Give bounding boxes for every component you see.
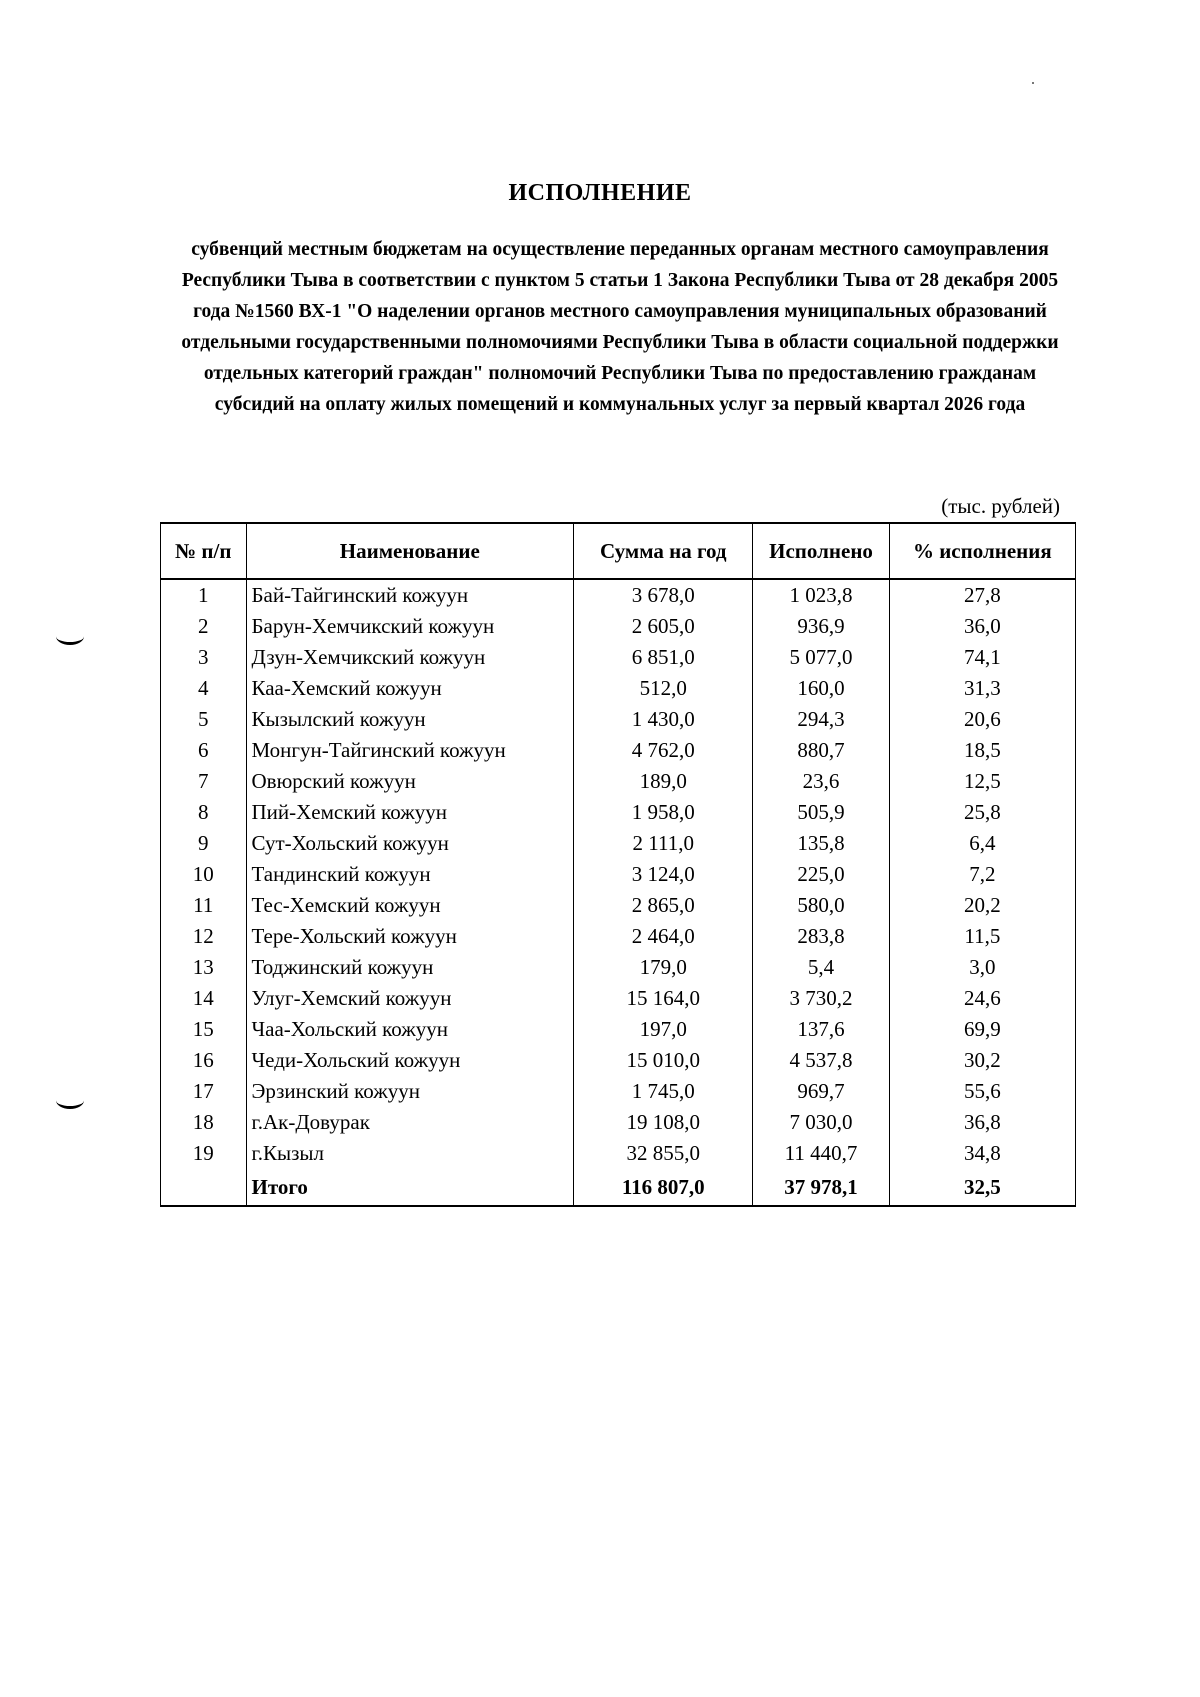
row-percent: 36,0 (889, 611, 1075, 642)
units-label: (тыс. рублей) (941, 494, 1060, 518)
row-annual-sum: 2 111,0 (574, 828, 753, 859)
row-annual-sum: 4 762,0 (574, 735, 753, 766)
row-executed: 936,9 (753, 611, 889, 642)
binding-mark (56, 628, 84, 645)
row-annual-sum: 179,0 (574, 952, 753, 983)
row-executed: 294,3 (753, 704, 889, 735)
row-annual-sum: 6 851,0 (574, 642, 753, 673)
table-row (161, 579, 1076, 611)
scan-speck (1032, 82, 1034, 84)
row-executed: 880,7 (753, 735, 889, 766)
row-name: Тере-Хольский кожуун (246, 921, 574, 952)
table-row (161, 1045, 1076, 1076)
table-row (161, 921, 1076, 952)
table-row (161, 797, 1076, 828)
row-executed: 5,4 (753, 952, 889, 983)
row-name: Монгун-Тайгинский кожуун (246, 735, 574, 766)
row-percent: 55,6 (889, 1076, 1075, 1107)
row-annual-sum: 2 605,0 (574, 611, 753, 642)
row-number: 1 (161, 579, 247, 611)
row-executed: 137,6 (753, 1014, 889, 1045)
document-subtitle: субвенций местным бюджетам на осуществление переданных органам местного самоуправления Республики Тыва в соответствии с пунктом 5 статьи 1 Закона Республики Тыва от 28 декабря 2005 года №1560 ВХ-1 "О наделении органов местного самоуправления муниципальных образований отдельными государственными полномочиями Республики Тыва в области социальной поддержки отдельных категорий граждан" полномочий Республики Тыва по предоставлению гражданам субсидий на оплату жилых помещений и коммунальных услуг за первый квартал 2026 года (181, 239, 1059, 415)
row-percent: 25,8 (889, 797, 1075, 828)
row-percent: 18,5 (889, 735, 1075, 766)
row-executed: 11 440,7 (753, 1138, 889, 1169)
row-percent: 12,5 (889, 766, 1075, 797)
row-name: г.Кызыл (246, 1138, 574, 1169)
row-percent: 69,9 (889, 1014, 1075, 1045)
row-percent: 7,2 (889, 859, 1075, 890)
row-executed: 1 023,8 (753, 579, 889, 611)
row-name: Пий-Хемский кожуун (246, 797, 574, 828)
header-percent: % исполнения (889, 523, 1075, 579)
total-executed: 37 978,1 (753, 1169, 889, 1206)
row-name: Улуг-Хемский кожуун (246, 983, 574, 1014)
row-annual-sum: 3 124,0 (574, 859, 753, 890)
table-row (161, 828, 1076, 859)
row-number: 14 (161, 983, 247, 1014)
row-executed: 283,8 (753, 921, 889, 952)
row-percent: 74,1 (889, 642, 1075, 673)
row-percent: 36,8 (889, 1107, 1075, 1138)
table-row (161, 1014, 1076, 1045)
row-annual-sum: 1 430,0 (574, 704, 753, 735)
row-annual-sum: 2 464,0 (574, 921, 753, 952)
row-number: 19 (161, 1138, 247, 1169)
row-annual-sum: 1 745,0 (574, 1076, 753, 1107)
table-row (161, 611, 1076, 642)
row-name: Тес-Хемский кожуун (246, 890, 574, 921)
row-number: 3 (161, 642, 247, 673)
table-row (161, 859, 1076, 890)
row-number: 5 (161, 704, 247, 735)
table-row (161, 890, 1076, 921)
row-name: Каа-Хемский кожуун (246, 673, 574, 704)
row-name: Тоджинский кожуун (246, 952, 574, 983)
total-label: Итого (246, 1169, 574, 1206)
table-row (161, 642, 1076, 673)
table-row (161, 704, 1076, 735)
row-number: 16 (161, 1045, 247, 1076)
header-executed: Исполнено (753, 523, 889, 579)
table-row (161, 983, 1076, 1014)
total-annual-sum: 116 807,0 (574, 1169, 753, 1206)
row-name: Чеди-Хольский кожуун (246, 1045, 574, 1076)
table-row (161, 673, 1076, 704)
row-percent: 30,2 (889, 1045, 1075, 1076)
table-row (161, 1076, 1076, 1107)
row-percent: 20,6 (889, 704, 1075, 735)
row-annual-sum: 2 865,0 (574, 890, 753, 921)
row-executed: 4 537,8 (753, 1045, 889, 1076)
binding-mark (56, 1092, 84, 1109)
row-percent: 24,6 (889, 983, 1075, 1014)
row-name: г.Ак-Довурак (246, 1107, 574, 1138)
row-number: 4 (161, 673, 247, 704)
row-percent: 6,4 (889, 828, 1075, 859)
row-annual-sum: 189,0 (574, 766, 753, 797)
row-percent: 27,8 (889, 579, 1075, 611)
row-annual-sum: 197,0 (574, 1014, 753, 1045)
row-annual-sum: 512,0 (574, 673, 753, 704)
row-number: 11 (161, 890, 247, 921)
table-row (161, 952, 1076, 983)
row-annual-sum: 1 958,0 (574, 797, 753, 828)
table-row (161, 735, 1076, 766)
row-number: 7 (161, 766, 247, 797)
execution-table (160, 522, 1076, 1207)
row-executed: 160,0 (753, 673, 889, 704)
header-number: № п/п (161, 523, 247, 579)
row-percent: 34,8 (889, 1138, 1075, 1169)
row-executed: 135,8 (753, 828, 889, 859)
row-annual-sum: 19 108,0 (574, 1107, 753, 1138)
row-name: Сут-Хольский кожуун (246, 828, 574, 859)
table-row (161, 1138, 1076, 1169)
row-number: 6 (161, 735, 247, 766)
row-number: 18 (161, 1107, 247, 1138)
row-name: Овюрский кожуун (246, 766, 574, 797)
row-executed: 3 730,2 (753, 983, 889, 1014)
row-percent: 20,2 (889, 890, 1075, 921)
row-executed: 505,9 (753, 797, 889, 828)
row-executed: 969,7 (753, 1076, 889, 1107)
table-header-row (161, 523, 1076, 579)
row-name: Тандинский кожуун (246, 859, 574, 890)
row-number: 13 (161, 952, 247, 983)
row-number: 15 (161, 1014, 247, 1045)
row-executed: 5 077,0 (753, 642, 889, 673)
row-number: 17 (161, 1076, 247, 1107)
row-annual-sum: 3 678,0 (574, 579, 753, 611)
row-name: Бай-Тайгинский кожуун (246, 579, 574, 611)
total-percent: 32,5 (889, 1169, 1075, 1206)
row-name: Барун-Хемчикский кожуун (246, 611, 574, 642)
row-percent: 11,5 (889, 921, 1075, 952)
row-percent: 31,3 (889, 673, 1075, 704)
row-executed: 580,0 (753, 890, 889, 921)
row-number: 2 (161, 611, 247, 642)
document-title: ИСПОЛНЕНИЕ (508, 180, 692, 206)
table-row (161, 766, 1076, 797)
table-row (161, 1107, 1076, 1138)
row-number: 12 (161, 921, 247, 952)
row-number: 10 (161, 859, 247, 890)
row-number: 9 (161, 828, 247, 859)
header-name: Наименование (246, 523, 574, 579)
row-percent: 3,0 (889, 952, 1075, 983)
row-name: Чаа-Хольский кожуун (246, 1014, 574, 1045)
row-executed: 7 030,0 (753, 1107, 889, 1138)
row-name: Кызылский кожуун (246, 704, 574, 735)
row-name: Эрзинский кожуун (246, 1076, 574, 1107)
row-number: 8 (161, 797, 247, 828)
total-number-cell (161, 1169, 247, 1206)
row-annual-sum: 15 164,0 (574, 983, 753, 1014)
row-executed: 23,6 (753, 766, 889, 797)
row-annual-sum: 15 010,0 (574, 1045, 753, 1076)
total-row (161, 1169, 1076, 1206)
row-name: Дзун-Хемчикский кожуун (246, 642, 574, 673)
row-executed: 225,0 (753, 859, 889, 890)
row-annual-sum: 32 855,0 (574, 1138, 753, 1169)
header-annual-sum: Сумма на год (574, 523, 753, 579)
